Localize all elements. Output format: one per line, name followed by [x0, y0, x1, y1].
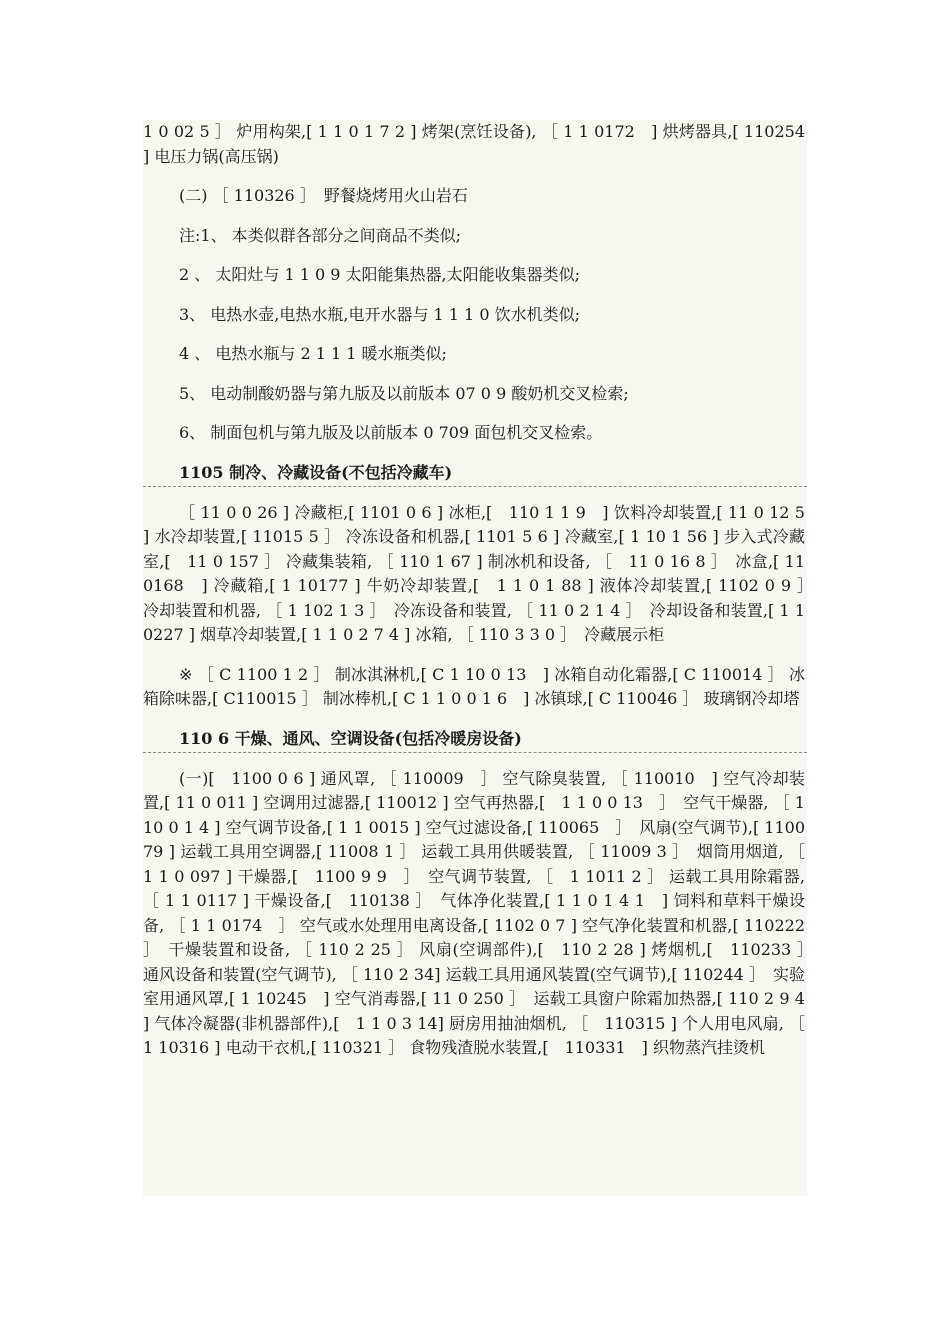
section-1106-goods: (一)[ 1100 0 6 ] 通风罩, ［ 110009 ］ 空气除臭装置, ［ 110010 ] 空气冷却装置,[ 11 0 011 ] 空调用过滤器,[ 110012 ] 空气再热器,[ 1 1 0 0 13 ］ 空气干燥器, ［ 110 0 1 4 ] 空气调节设备,[ 1 1 0015 ] 空气过滤设备,[ 110065 ］ 风扇(空气调节),[ 110079 ] 运载工具用空调器,[ 11008 1 ］ 运载工具用供暖装置, ［ 11009 3 ］ 烟筒用烟道, ［ 1 1 0 097 ] 干燥器,[ 1100 9 9 ］ 空气调节装置, ［ 1 1011 2 ］ 运载工具用除霜器, ［ 1 1 0117 ] 干燥设备,[ 110138 ］ 气体净化装置,[ 1 1 0 1 4 1 ] 饲料和草料干燥设备, ［ 1 1 0174 ］ 空气或水处理用电离设备,[ 1102 0 7 ] 空气净化装置和机器,[ 110222 ］ 干燥装置和设备, ［ 110 2 25 ］ 风扇(空调部件),[ 110 2 28 ] 烤烟机,[ 110233 ］ 通风设备和装置(空气调节), ［ 110 2 34] 运载工具用通风装置(空气调节),[ 110244 ］ 实验室用通风罩,[ 1 10245 ] 空气消毒器,[ 11 0 250 ］ 运载工具窗户除霜加热器,[ 110 2 9 4 ] 气体冷凝器(非机器部件),[ 1 1 0 3 14] 厨房用抽油烟机, ［ 110315 ] 个人用电风扇, ［ 1 10316 ] 电动干衣机,[ 110321 ］ 食物残渣脱水装置,[ 110331 ] 织物蒸汽挂烫机	[143, 768, 822, 1057]
note-4: 4 、 电热水瓶与 2 1 1 1 暖水瓶类似;	[179, 344, 447, 363]
section-heading-1105: 1105 制冷、冷藏设备(不包括冷藏车)	[143, 461, 807, 487]
note-6: 6、 制面包机与第九版及以前版本 0 709 面包机交叉检索。	[179, 423, 603, 442]
note-2: 2 、 太阳灶与 1 1 0 9 太阳能集热器,太阳能收集器类似;	[179, 265, 580, 284]
section-heading-1106: 110 6 干燥、通风、空调设备(包括冷暖房设备)	[143, 727, 807, 753]
note-1: 注:1、 本类似群各部分之间商品不类似;	[179, 225, 462, 245]
note-5: 5、 电动制酸奶器与第九版及以前版本 07 0 9 酸奶机交叉检索;	[179, 383, 629, 403]
section-1105-extra-goods: ※ ［ C 1100 1 2 ］ 制冰淇淋机,[ C 1 10 0 13 ] 冰箱自动化霜器,[ C 110014 ］ 冰箱除味器,[ C110015 ］ 制冰棒机,[ C 1 1 0 0 1 6 ] 冰镇球,[ C 110046 ］ 玻璃钢冷却塔	[143, 664, 805, 708]
paragraph-part-two: (二) ［ 110326 ］ 野餐烧烤用火山岩石	[179, 186, 468, 205]
note-3: 3、 电热水壶,电热水瓶,电开水器与 1 1 1 0 饮水机类似;	[179, 304, 580, 324]
section-1105-goods: ［ 11 0 0 26 ] 冷藏柜,[ 1101 0 6 ] 冰柜,[ 110 1 1 9 ] 饮料冷却装置,[ 11 0 12 5 ] 水冷却装置,[ 11015 5 ］ 冷冻设备和机器,[ 1101 5 6 ] 冷藏室,[ 1 10 1 56 ] 步入式冷藏室,[ 11 0 157 ］ 冷藏集装箱, ［ 110 1 67 ] 制冰机和设备, ［ 11 0 16 8 ］ 冰盒,[ 110168 ] 冷藏箱,[ 1 10177 ] 牛奶冷却装置,[ 1 1 0 1 88 ] 液体冷却装置,[ 1102 0 9 ］ 冷却装置和机器, ［ 1 102 1 3 ］ 冷冻设备和装置, ［ 11 0 2 1 4 ］ 冷却设备和装置,[ 1 1 0227 ] 烟草冷却装置,[ 1 1 0 2 7 4 ] 冰箱, ［ 110 3 3 0 ］ 冷藏展示柜	[143, 502, 822, 644]
paragraph-continued: 1 0 02 5 ］ 炉用构架,[ 1 1 0 1 7 2 ] 烤架(烹饪设备), ［ 1 1 0172 ] 烘烤器具,[ 110254 ] 电压力锅(高压锅)	[143, 122, 805, 166]
document-body	[143, 120, 822, 1196]
